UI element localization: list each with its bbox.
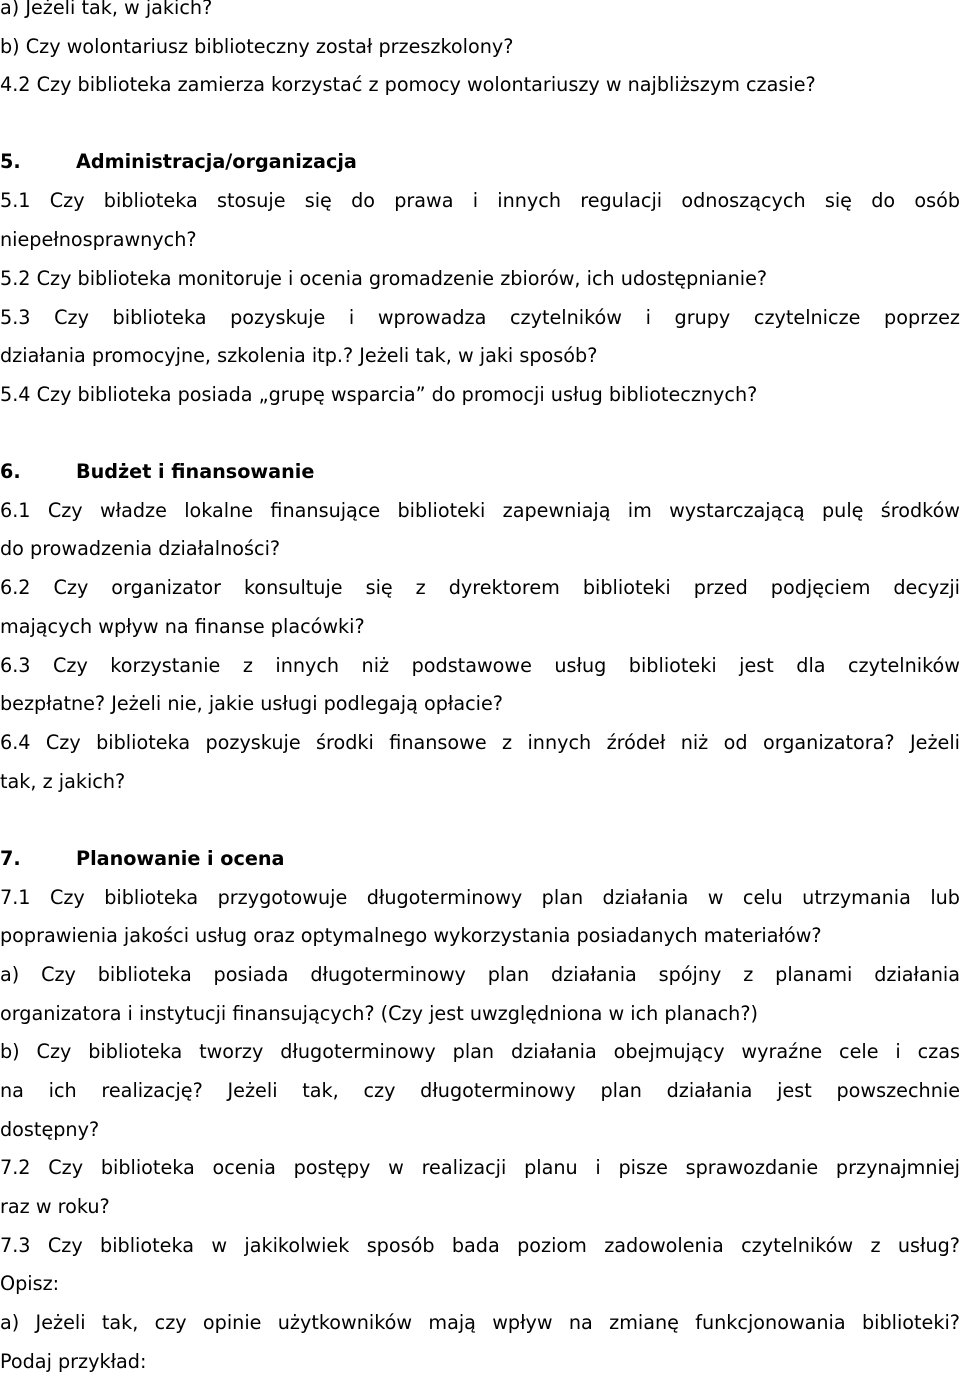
paragraph-line: 6.3 Czy korzystanie z innych niż podstawowe usług biblioteki jest dla czytelników [0, 654, 960, 677]
paragraph-line: b) Czy wolontariusz biblioteczny został przeszkolony? [0, 35, 514, 58]
paragraph-line: raz w roku? [0, 1195, 110, 1218]
paragraph-line: na ich realizację? Jeżeli tak, czy długoterminowy plan działania jest powszechnie [0, 1079, 960, 1102]
paragraph-line: tak, z jakich? [0, 770, 126, 793]
section-number: 5. [0, 150, 21, 173]
section-title: Planowanie i ocena [76, 847, 285, 870]
paragraph-line: 5.2 Czy biblioteka monitoruje i ocenia gromadzenie zbiorów, ich udostępnianie? [0, 267, 768, 290]
paragraph-line: 7.3 Czy biblioteka w jakikolwiek sposób bada poziom zadowolenia czytelników z usług? [0, 1234, 960, 1257]
paragraph-line: do prowadzenia działalności? [0, 537, 281, 560]
paragraph-line: Opisz: [0, 1272, 60, 1295]
paragraph-line: a) Jeżeli tak, czy opinie użytkowników mają wpływ na zmianę funkcjonowania biblioteki? [0, 1311, 960, 1334]
section-heading-7 [0, 846, 284, 872]
paragraph-line: bezpłatne? Jeżeli nie, jakie usługi podlegają opłacie? [0, 692, 503, 715]
paragraph-line: 6.2 Czy organizator konsultuje się z dyrektorem biblioteki przed podjęciem decyzji [0, 576, 960, 599]
paragraph-line: organizatora i instytucji finansujących? (Czy jest uwzględniona w ich planach?) [0, 1002, 758, 1025]
paragraph-line: 6.4 Czy biblioteka pozyskuje środki finansowe z innych źródeł niż od organizatora? Jeżeli [0, 731, 960, 754]
paragraph-line: 5.3 Czy biblioteka pozyskuje i wprowadza czytelników i grupy czytelnicze poprzez [0, 306, 960, 329]
paragraph-line: działania promocyjne, szkolenia itp.? Jeżeli tak, w jaki sposób? [0, 344, 598, 367]
paragraph-line: niepełnosprawnych? [0, 228, 197, 251]
paragraph-line: Podaj przykład: [0, 1350, 147, 1373]
section-heading-6 [0, 459, 314, 485]
paragraph-line: b) Czy biblioteka tworzy długoterminowy plan działania obejmujący wyraźne cele i czas [0, 1040, 960, 1063]
section-number: 7. [0, 847, 21, 870]
paragraph-line: mających wpływ na finanse placówki? [0, 615, 365, 638]
paragraph-line: poprawienia jakości usług oraz optymalnego wykorzystania posiadanych materiałów? [0, 924, 822, 947]
section-number: 6. [0, 460, 21, 483]
paragraph-line: 7.2 Czy biblioteka ocenia postępy w realizacji planu i pisze sprawozdanie przynajmniej [0, 1156, 960, 1179]
section-heading-5 [0, 149, 357, 175]
paragraph-line: 4.2 Czy biblioteka zamierza korzystać z pomocy wolontariuszy w najbliższym czasie? [0, 73, 816, 96]
paragraph-line: 5.1 Czy biblioteka stosuje się do prawa i innych regulacji odnoszących się do osób [0, 189, 960, 212]
section-title: Budżet i finansowanie [76, 460, 315, 483]
paragraph-line: a) Jeżeli tak, w jakich? [0, 0, 213, 19]
paragraph-line: a) Czy biblioteka posiada długoterminowy plan działania spójny z planami działania [0, 963, 960, 986]
paragraph-line: 6.1 Czy władze lokalne finansujące biblioteki zapewniają im wystarczającą pulę środków [0, 499, 960, 522]
section-title: Administracja/organizacja [76, 150, 357, 173]
paragraph-line: 7.1 Czy biblioteka przygotowuje długoterminowy plan działania w celu utrzymania lub [0, 886, 960, 909]
paragraph-line: dostępny? [0, 1118, 100, 1141]
paragraph-line: 5.4 Czy biblioteka posiada „grupę wsparcia” do promocji usług bibliotecznych? [0, 383, 758, 406]
